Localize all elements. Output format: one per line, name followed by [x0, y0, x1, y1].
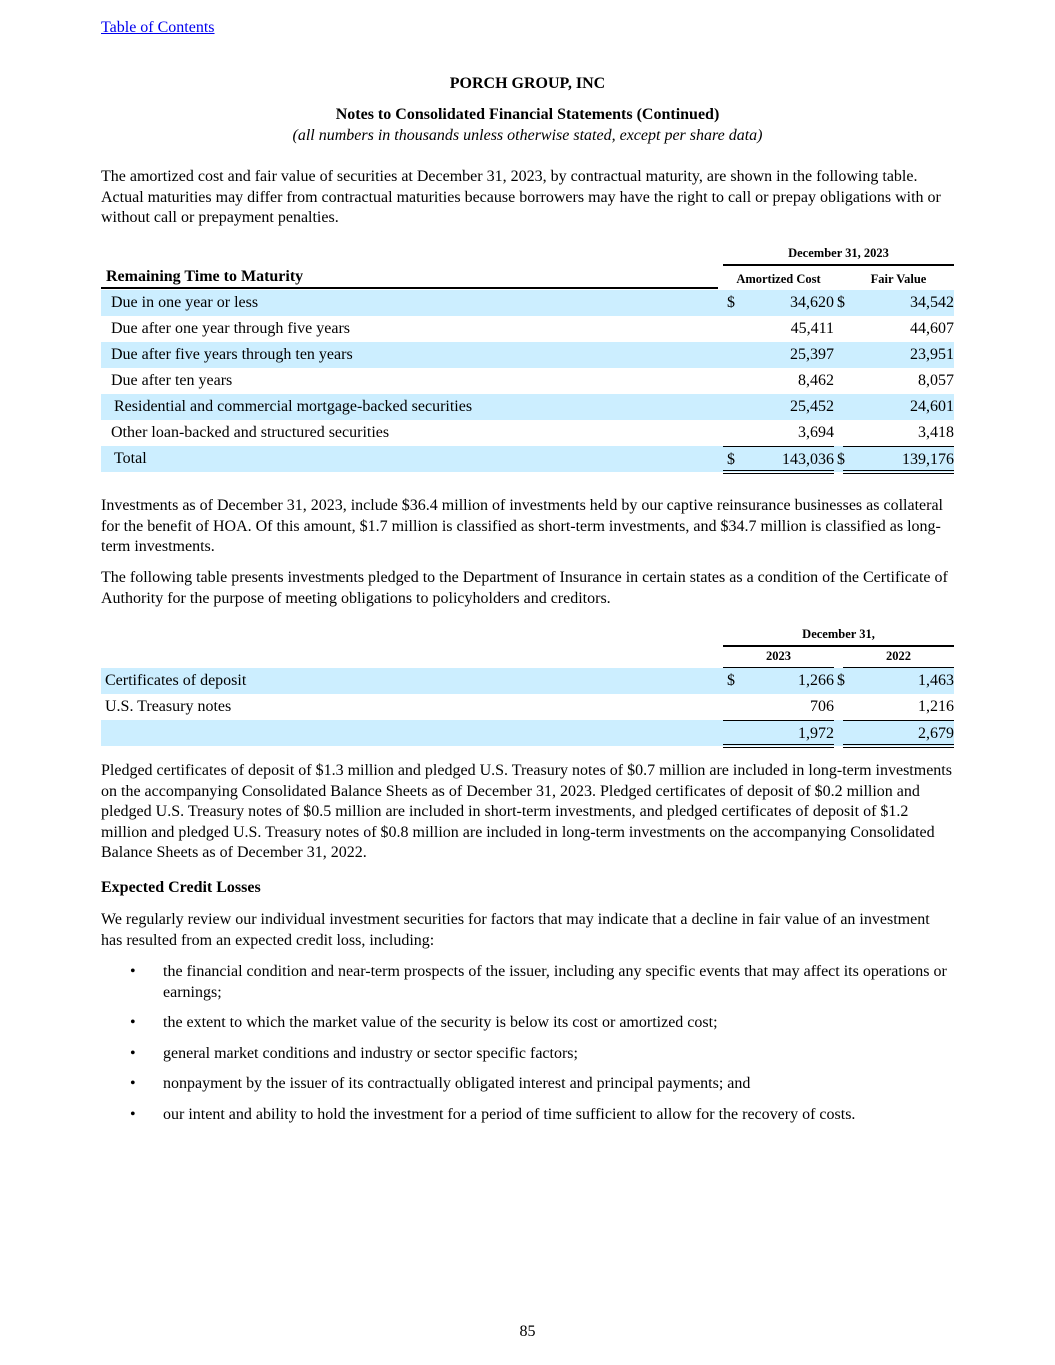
- table-row: [101, 420, 954, 446]
- total-2023: 1,972: [798, 725, 834, 742]
- credit-loss-factors-list: [101, 962, 954, 1125]
- list-item-text: our intent and ability to hold the investment for a period of time sufficient to allow for the recovery of costs.: [163, 1105, 856, 1123]
- total-fair-value: 139,176: [902, 451, 954, 468]
- bullet-icon: •: [130, 963, 136, 980]
- amortized-cost-value: 25,452: [790, 398, 834, 415]
- bullet-icon: •: [130, 1014, 136, 1031]
- row-label: U.S. Treasury notes: [105, 698, 232, 715]
- row-label: Certificates of deposit: [105, 672, 247, 689]
- pledged-paragraph: Pledged certificates of deposit of $1.3 million and pledged U.S. Treasury notes of $0.7 million are included in long-term investments on the accompanying Consolidated Balance Sheets as of December 31, 2023. Pledged certificates of deposit of $0.2 million and pledged U.S. Treasury notes of $0.5 million are included in short-term investments, and pledged certificates of deposit of $1.2 million and pledged U.S. Treasury notes of $0.8 million are included in long-term investments on the accompanying Consolidated Balance Sheets as of December 31, 2022.: [101, 762, 952, 861]
- table-row: [101, 394, 954, 420]
- list-item: [101, 962, 954, 1003]
- credit-losses-intro: We regularly review our individual investment securities for factors that may indicate that a decline in fair value of an investment has resulted from an expected credit loss, including:: [101, 911, 930, 949]
- total-amortized-cost: 143,036: [782, 451, 834, 468]
- row-label: Due in one year or less: [111, 294, 259, 311]
- list-item-text: the extent to which the market value of the security is below its cost or amortized cost;: [163, 1014, 718, 1031]
- column-header-amortized-cost: Amortized Cost: [723, 272, 834, 292]
- fair-value-value: 34,542: [910, 294, 954, 311]
- row-label: Due after ten years: [111, 372, 233, 389]
- amortized-cost-value: 45,411: [790, 320, 834, 337]
- list-item-text: general market conditions and industry or sector specific factors;: [163, 1044, 578, 1062]
- company-name: PORCH GROUP, INC: [449, 75, 606, 92]
- notes-title: Notes to Consolidated Financial Statements (Continued): [335, 106, 720, 123]
- table-row: [101, 290, 954, 316]
- value-2023: 1,266: [798, 672, 834, 689]
- row-label: Due after five years through ten years: [111, 346, 353, 363]
- section-heading-expected-credit-losses: Expected Credit Losses: [101, 879, 261, 896]
- bullet-icon: •: [130, 1044, 136, 1062]
- currency-symbol: $: [837, 672, 845, 689]
- currency-symbol: $: [727, 672, 735, 689]
- value-2022: 1,463: [918, 672, 954, 689]
- table-of-contents-link[interactable]: Table of Contents: [101, 19, 215, 36]
- fair-value-value: 8,057: [918, 372, 954, 389]
- collateral-paragraph: Investments as of December 31, 2023, include $36.4 million of investments held by our captive reinsurance businesses as collateral for the benefit of HOA. Of this amount, $1.7 million is classified as short-term investments, and $34.7 million is classified as long-term investments.: [101, 497, 943, 555]
- currency-symbol: $: [837, 294, 845, 311]
- currency-symbol: $: [837, 451, 845, 468]
- fair-value-value: 24,601: [910, 398, 954, 415]
- list-item: [101, 1074, 954, 1095]
- amortized-cost-value: 34,620: [790, 294, 834, 311]
- table-row: [101, 694, 954, 720]
- table-total-row: [101, 720, 954, 746]
- row-label: Residential and commercial mortgage-backed securities: [114, 398, 473, 415]
- row-label: Other loan-backed and structured securities: [111, 424, 390, 441]
- pledged-intro-paragraph: The following table presents investments pledged to the Department of Insurance in certain states as a condition of the Certificate of Authority for the purpose of meeting obligations to policyholders and creditors.: [101, 569, 948, 607]
- list-item: [101, 1105, 954, 1126]
- notes-subtitle: (all numbers in thousands unless otherwise stated, except per share data): [292, 127, 763, 144]
- table-row: [101, 368, 954, 394]
- table-row: [101, 668, 954, 694]
- row-label: Due after one year through five years: [111, 320, 350, 337]
- amortized-cost-value: 3,694: [798, 424, 834, 441]
- bullet-icon: •: [130, 1075, 136, 1092]
- amortized-cost-value: 25,397: [790, 346, 834, 363]
- table-row: [101, 342, 954, 368]
- maturity-table-group-header: December 31, 2023: [723, 246, 954, 266]
- table-total-row: [101, 446, 954, 472]
- intro-paragraph: The amortized cost and fair value of securities at December 31, 2023, by contractual maturity, are shown in the following table. Actual maturities may differ from contractual maturities because borrowers may have the right to call or prepay obligations with or without call or prepayment penalties.: [101, 168, 941, 226]
- page-number: 85: [519, 1323, 536, 1340]
- total-label: Total: [114, 450, 147, 467]
- column-header-fair-value: Fair Value: [843, 272, 954, 292]
- list-item-text: nonpayment by the issuer of its contractually obligated interest and principal payments; and: [163, 1075, 751, 1092]
- total-2022: 2,679: [918, 725, 954, 742]
- fair-value-value: 23,951: [910, 346, 954, 363]
- value-2022: 1,216: [918, 698, 954, 715]
- currency-symbol: $: [727, 294, 735, 311]
- value-2023: 706: [810, 698, 834, 715]
- bullet-icon: •: [130, 1105, 136, 1123]
- fair-value-value: 44,607: [910, 320, 954, 337]
- fair-value-value: 3,418: [918, 424, 954, 441]
- currency-symbol: $: [727, 451, 735, 468]
- pledged-table-group-header: December 31,: [723, 627, 954, 647]
- amortized-cost-value: 8,462: [798, 372, 834, 389]
- maturity-table-row-header: Remaining Time to Maturity: [101, 268, 718, 289]
- list-item-text: the financial condition and near-term prospects of the issuer, including any specific events that may affect its operations or earnings;: [163, 963, 947, 1001]
- table-row: [101, 316, 954, 342]
- list-item: [101, 1044, 954, 1065]
- list-item: [101, 1013, 954, 1034]
- column-header-2023: 2023: [723, 649, 834, 669]
- column-header-2022: 2022: [843, 649, 954, 669]
